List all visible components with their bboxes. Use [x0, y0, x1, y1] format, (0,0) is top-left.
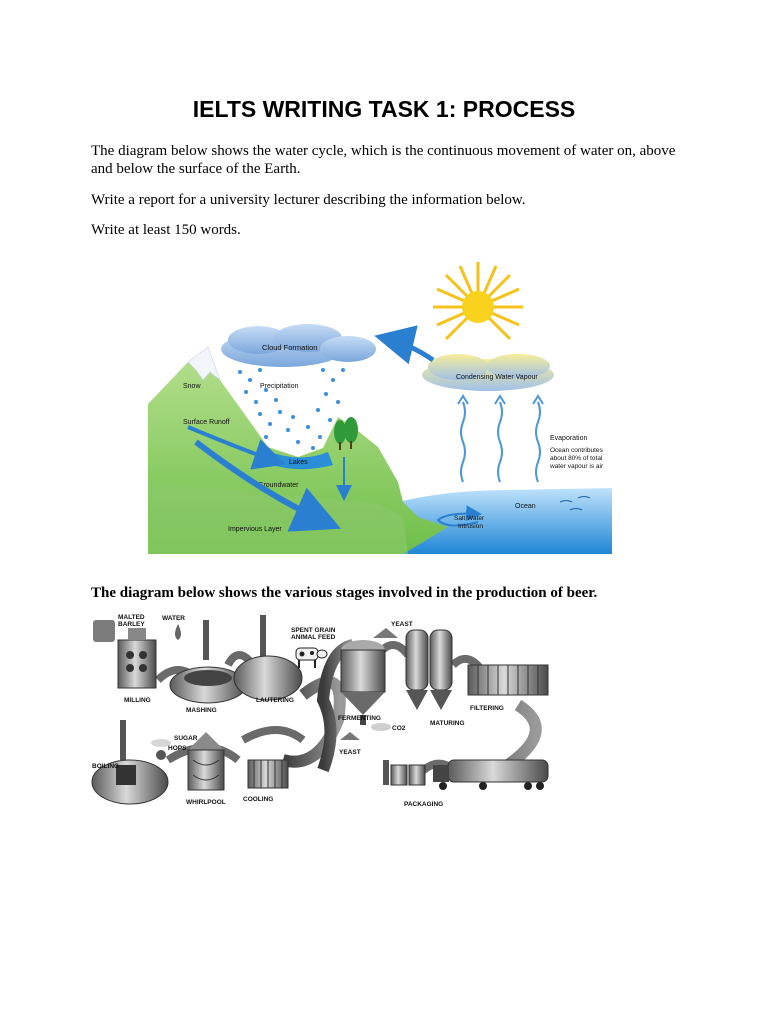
water-drop-icon: [175, 624, 181, 640]
label-sugar: SUGAR: [174, 735, 198, 742]
label-salt-water: Salt Water: [454, 515, 485, 522]
label-hops: HOPS: [168, 745, 187, 752]
beer-heading: The diagram below shows the various stages involved in the production of beer.: [91, 585, 598, 601]
label-condensing: Condensing Water Vapour: [456, 374, 538, 381]
label-fermenting: FERMENTING: [338, 715, 381, 722]
label-filtering: FILTERING: [470, 705, 504, 712]
label-spent-grain: ANIMAL FEED: [291, 634, 336, 641]
label-cloud-formation: Cloud Formation: [262, 343, 318, 352]
filter-press-icon: [468, 665, 548, 695]
label-spent-grain: SPENT GRAIN: [291, 627, 336, 634]
label-lautering: LAUTERING: [256, 697, 294, 704]
flow-arrow: [243, 730, 303, 740]
yeast-pile-icon: [340, 732, 360, 740]
label-water: WATER: [162, 615, 185, 622]
boiling-kettle-icon: [92, 720, 168, 804]
cooler-icon: [248, 760, 288, 788]
label-mashing: MASHING: [186, 707, 217, 714]
water-cycle-diagram: [148, 252, 612, 554]
wind-arrow: [384, 338, 433, 360]
label-cooling: COOLING: [243, 796, 274, 803]
label-ocean: Ocean: [515, 503, 536, 510]
label-surface-runoff: Surface Runoff: [183, 419, 230, 426]
hops-icon: [156, 750, 166, 760]
packaging-icon: [383, 760, 548, 790]
label-snow: Snow: [183, 383, 201, 390]
label-co2: CO2: [392, 725, 406, 732]
label-precipitation: Precipitation: [260, 383, 299, 390]
beer-process-diagram: [88, 610, 568, 820]
yeast-pile-icon: [373, 628, 398, 638]
label-salt-water: Intrusion: [458, 523, 483, 530]
condensing-cloud: [422, 354, 554, 391]
mill-icon: [118, 628, 156, 688]
intro-paragraph: The diagram below shows the water cycle, which is the continuous movement of water on, above and below the surface of the Earth.: [91, 143, 676, 177]
fermenter-icon: [341, 640, 385, 725]
malted-barley-icon: [93, 620, 115, 642]
co2-bubbles-icon: [371, 723, 391, 731]
sun-icon: [433, 262, 523, 339]
label-malted-barley: MALTED: [118, 614, 145, 621]
label-ocean-note: about 80% of total: [550, 455, 603, 462]
page-title: IELTS WRITING TASK 1: PROCESS: [192, 96, 576, 122]
ocean-shape: [398, 488, 612, 554]
label-lakes: Lakes: [289, 459, 308, 466]
label-packaging: PACKAGING: [404, 801, 444, 808]
label-maturing: MATURING: [430, 720, 465, 727]
word-count-paragraph: Write at least 150 words.: [91, 222, 241, 238]
label-yeast: YEAST: [339, 749, 361, 756]
label-yeast: YEAST: [391, 621, 413, 628]
label-whirlpool: WHIRLPOOL: [186, 799, 226, 806]
label-malted-barley: BARLEY: [118, 621, 145, 628]
label-milling: MILLING: [124, 697, 151, 704]
label-impervious: Impervious Layer: [228, 526, 282, 533]
maturing-tanks-icon: [406, 630, 452, 710]
tree-icon: [344, 417, 358, 443]
cow-icon: [296, 648, 327, 668]
instruction-paragraph: Write a report for a university lecturer describing the information below.: [91, 192, 526, 208]
label-boiling: BOILING: [92, 763, 120, 770]
label-ocean-note: water vapour is air: [550, 463, 604, 470]
label-evaporation: Evaporation: [550, 435, 588, 442]
label-groundwater: Groundwater: [258, 482, 299, 489]
label-ocean-note: Ocean contributes: [550, 447, 603, 454]
evaporation-arrows: [458, 396, 543, 482]
